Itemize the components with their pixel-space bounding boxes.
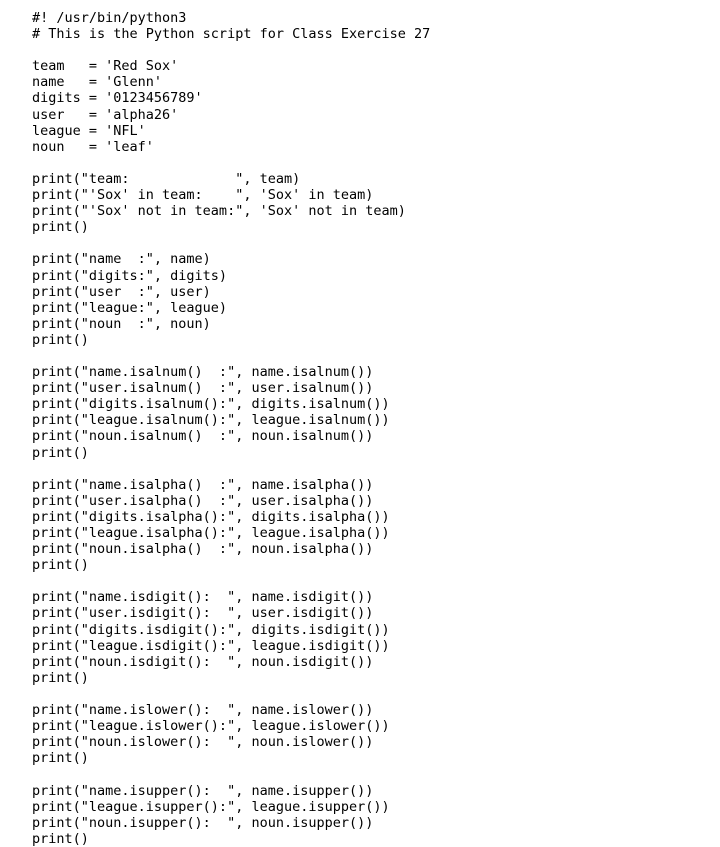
code-line: print("digits.isalnum():", digits.isalnum()): [32, 396, 390, 413]
code-line: print("noun :", noun): [32, 315, 211, 332]
code-line: [32, 42, 720, 58]
code-line: league = 'NFL': [32, 122, 146, 139]
code-line: [32, 461, 720, 477]
code-line: print("user.isdigit(): ", user.isdigit()): [32, 605, 374, 622]
code-line: print("league:", league): [32, 299, 228, 316]
code-line: print("noun.islower(): ", noun.islower()): [32, 734, 374, 751]
code-line: print("league.isalpha():", league.isalpha()): [32, 525, 390, 541]
code-line: noun = 'leaf': [32, 138, 154, 155]
code-line: # This is the Python script for Class Exercise 27: [32, 26, 431, 43]
code-line: print("digits:", digits): [32, 267, 228, 284]
code-line: print("noun.isalnum() :", noun.isalnum()): [32, 428, 374, 445]
code-line: #! /usr/bin/python3: [32, 10, 187, 26]
code-line: print("'Sox' not in team:", 'Sox' not in team): [32, 203, 406, 220]
code-line: print("team: ", team): [32, 170, 301, 187]
code-line: print("name.isalnum() :", name.isalnum()): [32, 364, 374, 381]
code-line: print("noun.isdigit(): ", noun.isdigit()): [32, 653, 374, 670]
code-line: print("user.isalpha() :", user.isalpha()): [32, 492, 374, 509]
code-line: [32, 235, 720, 251]
code-line: print(): [32, 669, 89, 686]
code-line: print(): [32, 219, 89, 236]
code-line: [32, 686, 720, 702]
code-line: print("digits.isalpha():", digits.isalpha()): [32, 508, 390, 525]
code-line: print("name.islower(): ", name.islower()): [32, 702, 374, 719]
code-line: print(): [32, 750, 89, 767]
code-line: digits = '0123456789': [32, 90, 203, 107]
code-line: print(): [32, 444, 89, 461]
code-line: print(): [32, 331, 89, 348]
code-line: name = 'Glenn': [32, 74, 163, 91]
code-line: print(): [32, 830, 89, 847]
code-line: print("'Sox' in team: ", 'Sox' in team): [32, 187, 374, 204]
code-line: print("noun.isalpha() :", noun.isalpha()): [32, 541, 374, 558]
code-line: user = 'alpha26': [32, 106, 179, 123]
code-line: [32, 573, 720, 589]
code-line: [32, 766, 720, 782]
code-line: print("name :", name): [32, 251, 211, 268]
code-line: print(): [32, 557, 89, 574]
code-line: print("name.isupper(): ", name.isupper()): [32, 782, 374, 799]
code-line: print("name.isalpha() :", name.isalpha()): [32, 476, 374, 493]
code-line: print("user.isalnum() :", user.isalnum()): [32, 380, 374, 397]
code-line: print("league.islower():", league.islower()): [32, 718, 390, 735]
code-line: print("noun.isupper(): ", noun.isupper()): [32, 814, 374, 831]
code-line: print("name.isdigit(): ", name.isdigit()): [32, 589, 374, 606]
code-line: print("league.isdigit():", league.isdigit()): [32, 637, 390, 654]
code-line: print("user :", user): [32, 283, 211, 300]
code-line: [32, 348, 720, 364]
code-line: print("league.isupper():", league.isupper()): [32, 798, 390, 815]
code-line: team = 'Red Sox': [32, 58, 179, 75]
code-line: [32, 155, 720, 171]
code-line: print("digits.isdigit():", digits.isdigit()): [32, 621, 390, 638]
code-line: print("league.isalnum():", league.isalnum()): [32, 412, 390, 429]
